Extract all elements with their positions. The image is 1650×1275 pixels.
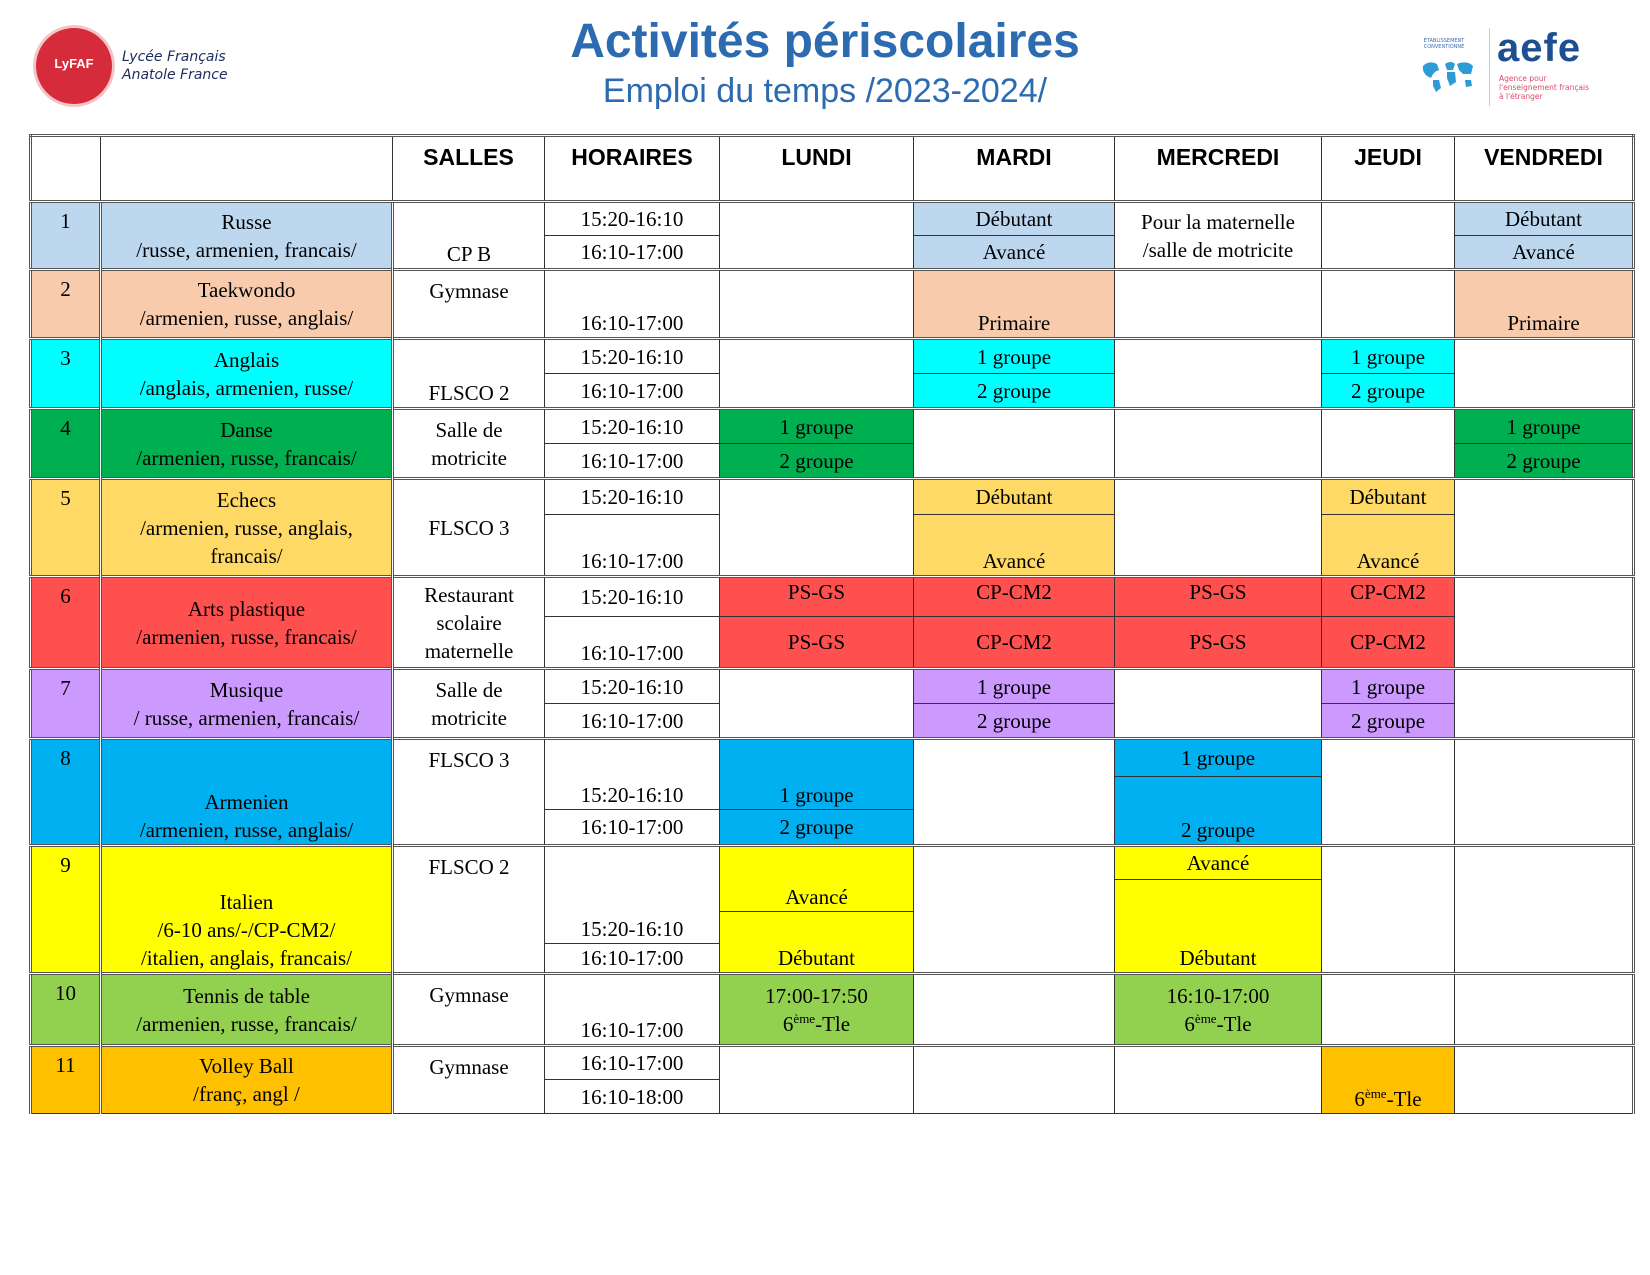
level-suffix: -Tle <box>1216 1011 1252 1036</box>
timetable <box>29 134 1635 1114</box>
jeudi-cell <box>1322 739 1455 846</box>
header-vendredi: VENDREDI <box>1455 136 1634 202</box>
jeudi-cell <box>1322 846 1455 974</box>
mardi-cell: Avancé <box>914 236 1115 270</box>
activity-languages-line1: /armenien, russe, anglais, <box>140 515 353 540</box>
mercredi-cell: Avancé <box>1115 846 1322 880</box>
row-number: 5 <box>31 479 101 577</box>
horaire-cell: 15:20-16:10 <box>545 669 720 704</box>
vendredi-cell: 1 groupe <box>1455 409 1634 444</box>
mercredi-cell: Débutant <box>1115 880 1322 974</box>
lundi-cell: PS-GS <box>720 617 914 669</box>
school-name-line1: Lycée Français <box>122 49 226 65</box>
mercredi-cell <box>1115 339 1322 409</box>
jeudi-cell: CP-CM2 <box>1322 617 1455 669</box>
activity-name: Russe <box>221 209 272 234</box>
horaire-cell: 15:20-16:10 <box>545 739 720 810</box>
header-num <box>31 136 101 202</box>
jeudi-cell: Avancé <box>1322 515 1455 577</box>
aefe-brand: aefe <box>1497 26 1582 70</box>
activity-languages: /armenien, russe, francais/ <box>136 445 357 470</box>
horaire-cell: 16:10-17:00 <box>545 974 720 1046</box>
table-row <box>31 577 1634 617</box>
activity-languages: /anglais, armenien, russe/ <box>139 375 354 400</box>
mercredi-cell: PS-GS <box>1115 617 1322 669</box>
salle-line2: scolaire <box>436 610 502 635</box>
activity-languages-line2: /italien, anglais, francais/ <box>140 946 353 970</box>
jeudi-cell: 2 groupe <box>1322 704 1455 739</box>
table-row <box>31 669 1634 704</box>
mardi-cell <box>914 1046 1115 1114</box>
activity-languages: /armenien, russe, anglais/ <box>139 306 354 330</box>
activity-name: Anglais <box>213 347 280 372</box>
mercredi-cell <box>1115 669 1322 739</box>
row-number: 8 <box>31 739 101 846</box>
lundi-cell: 2 groupe <box>720 810 914 846</box>
logo-emblem-text: LyFAF <box>54 56 94 71</box>
salle-line2: motricite <box>431 705 507 730</box>
jeudi-cell <box>1322 202 1455 270</box>
jeudi-cell <box>1322 974 1455 1046</box>
lundi-cell <box>720 339 914 409</box>
aefe-logo <box>1415 24 1605 108</box>
activity-languages: /armenien, russe, francais/ <box>136 1011 357 1036</box>
page-subtitle: Emploi du temps /2023-2024/ <box>602 72 1048 110</box>
activity-languages-line1: /6-10 ans/-/CP-CM2/ <box>157 918 336 942</box>
mardi-cell: 1 groupe <box>914 669 1115 704</box>
vendredi-cell: 2 groupe <box>1455 444 1634 479</box>
mercredi-cell: 2 groupe <box>1115 777 1322 846</box>
activity-name: Taekwondo <box>197 278 296 302</box>
salle-cell: CP B <box>393 202 545 270</box>
table-row <box>31 846 1634 880</box>
salle-cell: FLSCO 2 <box>393 846 545 974</box>
horaire-cell: 15:20-16:10 <box>545 846 720 944</box>
mardi-cell: CP-CM2 <box>914 577 1115 617</box>
vendredi-cell: Avancé <box>1455 236 1634 270</box>
vendredi-cell <box>1455 846 1634 974</box>
agency-line2: l'enseignement français <box>1499 83 1590 92</box>
mercredi-cell <box>1115 479 1322 577</box>
activity-languages: /armenien, russe, francais/ <box>136 624 357 649</box>
horaire-cell: 15:20-16:10 <box>545 479 720 515</box>
salle-cell: FLSCO 3 <box>393 739 545 846</box>
mardi-cell: 2 groupe <box>914 704 1115 739</box>
horaire-cell: 16:10-17:00 <box>545 617 720 669</box>
mardi-cell: Débutant <box>914 202 1115 236</box>
activity-cell <box>101 1046 393 1114</box>
salle-cell <box>393 577 545 669</box>
activity-languages: /armenien, russe, anglais/ <box>139 818 354 842</box>
mardi-cell <box>914 409 1115 479</box>
activity-cell <box>101 479 393 577</box>
mardi-cell <box>914 846 1115 974</box>
mardi-cell: Avancé <box>914 515 1115 577</box>
header-row <box>31 136 1634 202</box>
school-name-line2: Anatole France <box>122 67 228 83</box>
table-row <box>31 739 1634 777</box>
salle-cell: FLSCO 2 <box>393 339 545 409</box>
salle-line2: motricite <box>431 445 507 470</box>
horaire-cell: 16:10-17:00 <box>545 374 720 409</box>
mercredi-cell <box>1115 974 1322 1046</box>
lundi-level <box>722 1010 911 1038</box>
jeudi-cell <box>1322 409 1455 479</box>
horaire-cell: 16:10-17:00 <box>545 444 720 479</box>
salle-cell: FLSCO 3 <box>393 479 545 577</box>
activity-languages: / russe, armenien, francais/ <box>133 705 360 730</box>
table-row <box>31 409 1634 444</box>
activity-cell <box>101 974 393 1046</box>
level-prefix: 6 <box>1354 1087 1365 1111</box>
mardi-cell: 1 groupe <box>914 339 1115 374</box>
lundi-cell: Débutant <box>720 912 914 974</box>
header-salles: SALLES <box>393 136 545 202</box>
jeudi-cell: CP-CM2 <box>1322 577 1455 617</box>
level-sup: ème <box>1194 1010 1217 1026</box>
jeudi-cell: Débutant <box>1322 479 1455 515</box>
activity-name: Echecs <box>216 487 277 512</box>
table-row <box>31 974 1634 1046</box>
header-mardi: MARDI <box>914 136 1115 202</box>
horaire-cell: 16:10-17:00 <box>545 236 720 270</box>
activity-name: Tennis de table <box>183 983 310 1008</box>
jeudi-cell: 1 groupe <box>1322 669 1455 704</box>
jeudi-cell: 2 groupe <box>1322 374 1455 409</box>
vendredi-cell <box>1455 669 1634 739</box>
vendredi-cell <box>1455 1046 1634 1114</box>
mardi-cell <box>914 974 1115 1046</box>
lundi-cell <box>720 669 914 739</box>
lundi-time: 17:00-17:50 <box>765 983 868 1008</box>
lundi-cell: 1 groupe <box>720 409 914 444</box>
activity-cell <box>101 409 393 479</box>
row-number: 9 <box>31 846 101 974</box>
vendredi-cell <box>1455 739 1634 846</box>
mercredi-time: 16:10-17:00 <box>1166 983 1270 1008</box>
horaire-cell: 15:20-16:10 <box>545 339 720 374</box>
table-row <box>31 270 1634 339</box>
logo-divider <box>1489 28 1490 106</box>
salle-cell <box>393 409 545 479</box>
level-suffix: -Tle <box>1386 1087 1422 1111</box>
vendredi-cell <box>1455 577 1634 669</box>
mercredi-cell <box>1115 202 1322 270</box>
lundi-cell: 2 groupe <box>720 444 914 479</box>
row-number: 7 <box>31 669 101 739</box>
schedule-table <box>29 134 1635 1114</box>
mercredi-note-line2: /salle de motricite <box>1142 237 1294 262</box>
level-sup: ème <box>793 1010 816 1026</box>
activity-name: Arts plastique <box>187 596 306 621</box>
horaire-cell: 16:10-17:00 <box>545 944 720 974</box>
salle-line1: Restaurant <box>424 582 514 607</box>
vendredi-cell <box>1455 339 1634 409</box>
horaire-cell: 16:10-17:00 <box>545 810 720 846</box>
activity-cell <box>101 739 393 846</box>
horaire-cell: 16:10-17:00 <box>545 1046 720 1080</box>
vendredi-cell <box>1455 974 1634 1046</box>
agency-name <box>1499 74 1589 101</box>
activity-cell <box>101 202 393 270</box>
level-prefix: 6 <box>1184 1011 1195 1036</box>
activity-languages: /russe, armenien, francais/ <box>136 237 357 262</box>
table-row <box>31 339 1634 374</box>
salle-line1: Salle de <box>435 677 503 702</box>
row-number: 1 <box>31 202 101 270</box>
horaire-cell: 15:20-16:10 <box>545 202 720 236</box>
vendredi-cell: Débutant <box>1455 202 1634 236</box>
page-title: Activités périscolaires <box>570 15 1080 68</box>
mercredi-cell <box>1115 1046 1322 1114</box>
activity-name: Armenien <box>204 790 289 814</box>
mercredi-note-line1: Pour la maternelle <box>1141 209 1295 234</box>
mardi-cell <box>914 739 1115 846</box>
row-number: 10 <box>31 974 101 1046</box>
mercredi-cell: PS-GS <box>1115 577 1322 617</box>
horaire-cell: 16:10-17:00 <box>545 704 720 739</box>
salle-line3: maternelle <box>424 638 514 663</box>
globe-icon <box>1419 56 1475 94</box>
agency-line1: Agence pour <box>1499 74 1547 83</box>
header-jeudi: JEUDI <box>1322 136 1455 202</box>
agency-line3: à l'étranger <box>1499 92 1543 101</box>
activity-name: Musique <box>209 677 284 702</box>
lundi-cell: Avancé <box>720 846 914 912</box>
lundi-cell <box>720 270 914 339</box>
horaire-cell: 15:20-16:10 <box>545 577 720 617</box>
activity-name: Danse <box>220 417 273 442</box>
activity-name: Volley Ball <box>199 1054 294 1078</box>
level-suffix: -Tle <box>815 1011 851 1036</box>
header-lundi: LUNDI <box>720 136 914 202</box>
row-number: 4 <box>31 409 101 479</box>
mercredi-level <box>1117 1010 1319 1038</box>
vendredi-cell: Primaire <box>1455 270 1634 339</box>
mardi-cell: Débutant <box>914 479 1115 515</box>
jeudi-cell: 1 groupe <box>1322 339 1455 374</box>
salle-cell <box>393 669 545 739</box>
header-mercredi: MERCREDI <box>1115 136 1322 202</box>
salle-cell: Gymnase <box>393 270 545 339</box>
lundi-cell: PS-GS <box>720 577 914 617</box>
activity-cell <box>101 339 393 409</box>
header-activity <box>101 136 393 202</box>
lundi-cell <box>720 1046 914 1114</box>
row-number: 3 <box>31 339 101 409</box>
activity-cell <box>101 669 393 739</box>
jeudi-cell <box>1322 270 1455 339</box>
activity-cell <box>101 577 393 669</box>
level-sup: ème <box>1364 1086 1387 1101</box>
lundi-cell <box>720 479 914 577</box>
activity-cell <box>101 270 393 339</box>
activity-cell <box>101 846 393 974</box>
row-number: 11 <box>31 1046 101 1114</box>
mardi-cell: Primaire <box>914 270 1115 339</box>
activity-languages: /franç, angl / <box>193 1082 300 1106</box>
lundi-cell <box>720 202 914 270</box>
table-row <box>31 202 1634 236</box>
horaire-cell: 16:10-17:00 <box>545 515 720 577</box>
jeudi-cell <box>1322 1046 1455 1114</box>
row-number: 2 <box>31 270 101 339</box>
mardi-cell: CP-CM2 <box>914 617 1115 669</box>
convention-label: ÉTABLISSEMENT CONVENTIONNÉ <box>1423 38 1465 50</box>
mercredi-cell <box>1115 409 1322 479</box>
header-horaires: HORAIRES <box>545 136 720 202</box>
level-prefix: 6 <box>782 1011 794 1036</box>
table-row <box>31 1046 1634 1080</box>
mercredi-cell: 1 groupe <box>1115 739 1322 777</box>
horaire-cell: 16:10-18:00 <box>545 1080 720 1114</box>
lundi-cell: 1 groupe <box>720 739 914 810</box>
row-number: 6 <box>31 577 101 669</box>
horaire-cell: 16:10-17:00 <box>545 270 720 339</box>
mardi-cell: 2 groupe <box>914 374 1115 409</box>
salle-cell: Gymnase <box>393 974 545 1046</box>
salle-line1: Salle de <box>435 417 503 442</box>
activity-languages-line2: francais/ <box>210 543 283 568</box>
horaire-cell: 15:20-16:10 <box>545 409 720 444</box>
salle-cell: Gymnase <box>393 1046 545 1114</box>
activity-name: Italien <box>219 890 274 914</box>
lundi-cell <box>720 974 914 1046</box>
mercredi-cell <box>1115 270 1322 339</box>
vendredi-cell <box>1455 479 1634 577</box>
table-row <box>31 479 1634 515</box>
